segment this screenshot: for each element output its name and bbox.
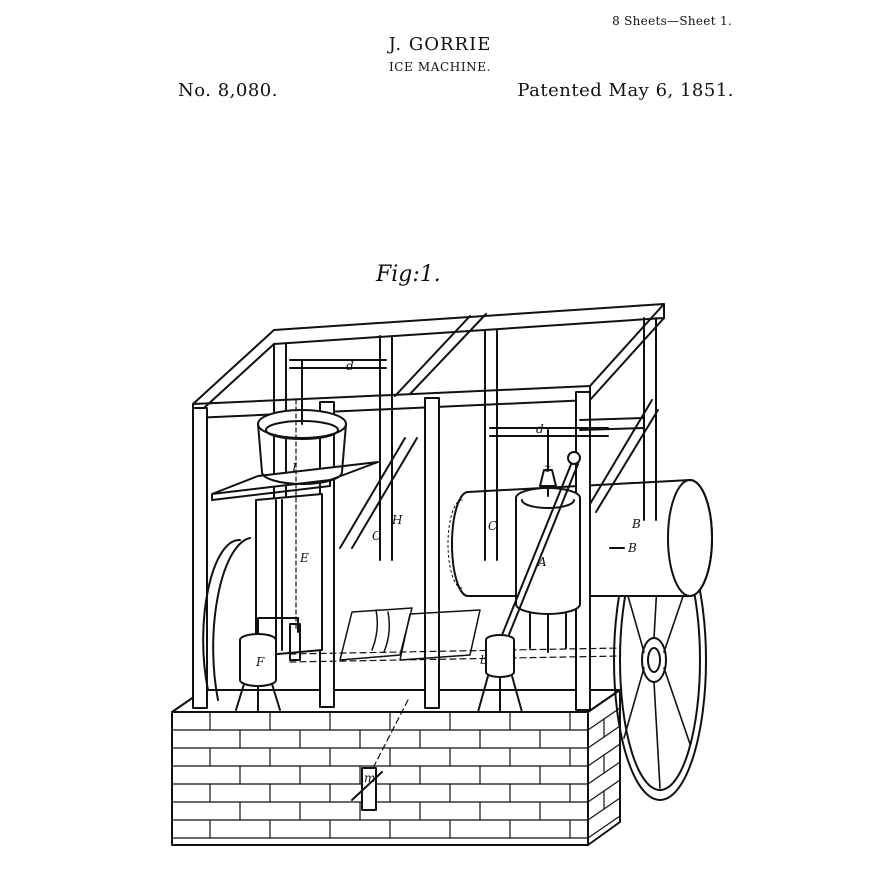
letter-B-far: B bbox=[628, 541, 637, 555]
letter-F: F bbox=[256, 655, 265, 669]
letter-C-right: C bbox=[488, 519, 498, 533]
letter-d-left: d bbox=[346, 359, 354, 373]
letter-A: A bbox=[538, 555, 547, 569]
brick-base bbox=[172, 690, 620, 845]
letter-z: z bbox=[544, 461, 551, 475]
letter-b: b bbox=[480, 653, 488, 667]
letter-B-right: B bbox=[632, 517, 641, 531]
invention-title: ICE MACHINE. bbox=[388, 60, 492, 74]
letter-d-right: d bbox=[536, 422, 544, 436]
letter-H: H bbox=[392, 513, 403, 527]
letter-m: m bbox=[364, 771, 376, 785]
letter-I: I bbox=[292, 461, 297, 475]
patent-date: Patented May 6, 1851. bbox=[517, 80, 734, 101]
figure-label: Fig:1. bbox=[376, 262, 441, 287]
sheet-count: 8 Sheets—Sheet 1. bbox=[612, 14, 732, 28]
letter-E: E bbox=[300, 551, 309, 565]
inventor-name: J. GORRIE bbox=[388, 34, 492, 55]
patent-number: No. 8,080. bbox=[178, 80, 278, 101]
letter-C: C bbox=[372, 529, 382, 543]
